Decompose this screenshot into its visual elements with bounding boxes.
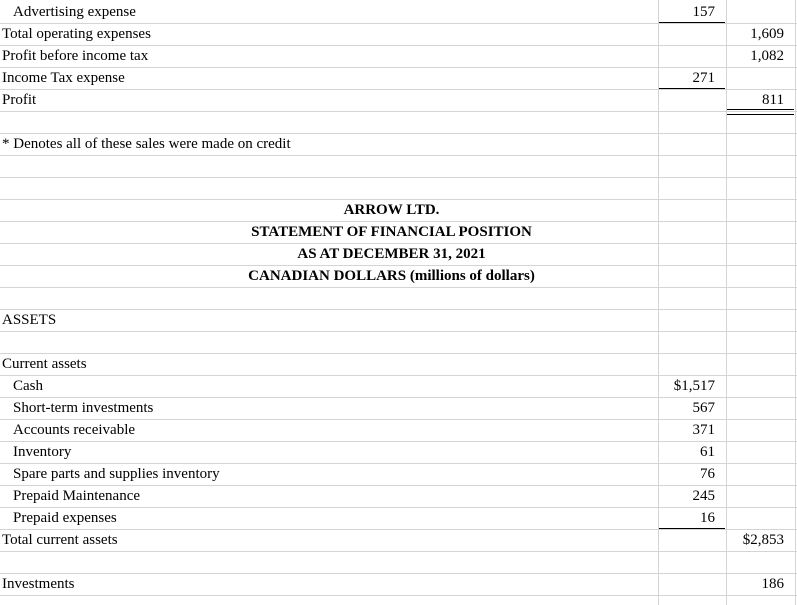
- section-heading: ASSETS: [2, 312, 57, 328]
- table-row[interactable]: [0, 375, 797, 398]
- row-label: Total operating expenses: [2, 26, 151, 42]
- amount-cell: 16: [700, 510, 715, 526]
- row-profit-before-tax[interactable]: [0, 45, 797, 68]
- row-statement-title[interactable]: [0, 221, 797, 244]
- row-label: Investments: [2, 576, 75, 592]
- row-label: Prepaid expenses: [13, 510, 117, 526]
- row-label: Income Tax expense: [2, 70, 125, 86]
- underline: [659, 22, 725, 23]
- row-label: Profit before income tax: [2, 48, 149, 64]
- table-row[interactable]: [0, 507, 797, 530]
- subsection-heading: Current assets: [2, 356, 87, 372]
- amount-cell: 157: [692, 4, 715, 20]
- row-blank[interactable]: [0, 551, 797, 574]
- statement-date: AS AT DECEMBER 31, 2021: [297, 246, 486, 262]
- statement-currency: CANADIAN DOLLARS (millions of dollars): [248, 268, 535, 284]
- amount-cell: 1,082: [750, 48, 784, 64]
- row-label: Prepaid Maintenance: [13, 488, 141, 504]
- amount-cell: 186: [761, 576, 784, 592]
- row-blank[interactable]: [0, 111, 797, 134]
- row-blank[interactable]: [0, 155, 797, 178]
- row-blank[interactable]: [0, 287, 797, 310]
- row-statement-currency[interactable]: [0, 265, 797, 288]
- row-total-operating-expenses[interactable]: [0, 23, 797, 46]
- amount-cell: 76: [700, 466, 715, 482]
- amount-cell: 811: [762, 92, 784, 108]
- amount-cell: 61: [700, 444, 715, 460]
- table-row[interactable]: [0, 441, 797, 464]
- table-row[interactable]: [0, 463, 797, 486]
- table-row[interactable]: [0, 485, 797, 508]
- amount-cell: 1,609: [750, 26, 784, 42]
- row-statement-date[interactable]: [0, 243, 797, 266]
- underline: [659, 88, 725, 89]
- row-label: Inventory: [13, 444, 72, 460]
- table-row[interactable]: [0, 397, 797, 420]
- row-label: Short-term investments: [13, 400, 154, 416]
- table-row[interactable]: [0, 419, 797, 442]
- row-total-current-assets[interactable]: [0, 529, 797, 552]
- row-profit[interactable]: [0, 89, 797, 112]
- row-label: Accounts receivable: [13, 422, 136, 438]
- row-label: Cash: [13, 378, 43, 394]
- row-income-tax-expense[interactable]: [0, 67, 797, 90]
- amount-cell: 245: [692, 488, 715, 504]
- amount-cell: 371: [692, 422, 715, 438]
- row-label: Profit: [2, 92, 37, 108]
- row-current-assets-heading[interactable]: [0, 353, 797, 376]
- row-assets-heading[interactable]: [0, 309, 797, 332]
- row-label: Spare parts and supplies inventory: [13, 466, 220, 482]
- amount-cell: 567: [692, 400, 715, 416]
- underline: [659, 528, 725, 529]
- row-investments[interactable]: [0, 573, 797, 596]
- amount-cell: $1,517: [673, 378, 715, 394]
- row-blank[interactable]: [0, 331, 797, 354]
- row-label: Total current assets: [2, 532, 118, 548]
- row-footnote[interactable]: [0, 133, 797, 156]
- row-advertising-expense[interactable]: [0, 1, 797, 24]
- footnote-text: * Denotes all of these sales were made on credit: [2, 136, 291, 152]
- company-name: ARROW LTD.: [343, 202, 440, 218]
- row-label: Advertising expense: [13, 4, 136, 20]
- statement-title: STATEMENT OF FINANCIAL POSITION: [251, 224, 532, 240]
- amount-cell: $2,853: [742, 532, 784, 548]
- row-company[interactable]: [0, 199, 797, 222]
- amount-cell: 271: [692, 70, 715, 86]
- row-blank[interactable]: [0, 177, 797, 200]
